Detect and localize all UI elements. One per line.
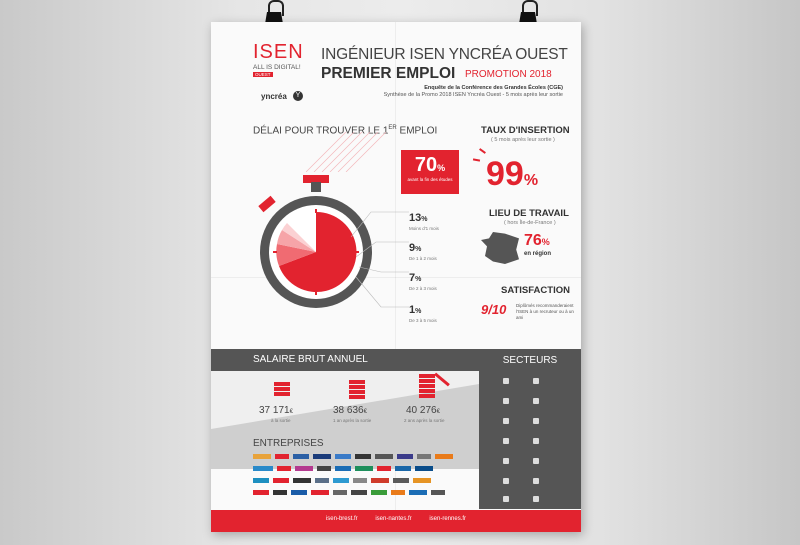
stack-icon	[349, 380, 365, 400]
entreprises-title: ENTREPRISES	[253, 438, 324, 449]
accent-dash	[473, 158, 480, 161]
lieu-value: 76%	[524, 232, 550, 249]
connector-lines	[351, 197, 411, 327]
sector-icon	[533, 458, 539, 464]
stat-caption: De 3 à 5 mois	[409, 318, 437, 323]
title-line1: INGÉNIEUR ISEN YNCRÉA OUEST	[321, 46, 568, 63]
main-percentage-box	[401, 150, 459, 194]
secteurs-panel	[479, 349, 581, 509]
footer-links	[211, 516, 581, 522]
satisfaction-caption: Diplômés recommanderaient l'ISEN à un recruteur ou à un ami	[516, 303, 574, 320]
sector-icon	[503, 398, 509, 404]
stat-value: 9%	[409, 242, 422, 254]
salaire-caption: 2 ans après la sortie	[404, 418, 445, 423]
sector-icon	[503, 378, 509, 384]
satisfaction-title: SATISFACTION	[501, 285, 570, 296]
accent-dash	[479, 148, 486, 154]
insertion-title: TAUX D'INSERTION	[481, 125, 570, 136]
delai-title-post: EMPLOI	[396, 125, 438, 137]
sector-icon	[533, 398, 539, 404]
sector-icon	[503, 496, 509, 502]
sector-icon	[533, 438, 539, 444]
salaire-title: SALAIRE BRUT ANNUEL	[253, 354, 368, 365]
satisfaction-fraction: 9/10	[481, 302, 507, 317]
stack-icon	[274, 382, 290, 397]
stat-value: 13%	[409, 212, 428, 224]
footer-link-nantes[interactable]: isen-nantes.fr	[375, 516, 412, 522]
delai-title-sup: ER	[388, 125, 397, 131]
sector-icon	[503, 438, 509, 444]
salaire-caption: à la sortie	[271, 418, 291, 423]
lieu-caption: en région	[524, 251, 552, 257]
stat-value: 1%	[409, 304, 422, 316]
salaire-caption: 1 an après la sortie	[333, 418, 372, 423]
survey-line2: Synthèse de la Promo 2018 ISEN Yncréa Ouest - 5 mois après leur sortie	[383, 92, 563, 98]
logo-badge: OUEST	[255, 72, 271, 77]
salaire-value: 40 276€	[406, 405, 440, 416]
sector-icon	[533, 418, 539, 424]
sector-icon	[503, 418, 509, 424]
stat-caption: Moins d'1 mois	[409, 226, 439, 231]
sector-icon	[503, 458, 509, 464]
lieu-subtitle: ( hors Île-de-France )	[504, 220, 556, 226]
sector-icon	[533, 378, 539, 384]
logo-tagline: ALL IS DIGITAL!	[253, 64, 301, 71]
main-percentage-caption: avant la fin des études	[407, 177, 453, 182]
delai-title-pre: DÉLAI POUR TROUVER LE 1	[253, 125, 389, 137]
insertion-value: 99%	[486, 155, 539, 193]
isen-logo: ISEN	[253, 41, 304, 63]
stat-caption: De 2 à 3 mois	[409, 286, 437, 291]
sector-icon	[533, 496, 539, 502]
france-map-icon	[481, 232, 521, 264]
salaire-value: 37 171€	[259, 405, 293, 416]
secteurs-title: SECTEURS	[502, 355, 558, 366]
company-logos	[253, 452, 475, 506]
yncrea-logo-mark: Y	[293, 91, 303, 101]
sector-icon	[533, 478, 539, 484]
stack-icon	[419, 374, 435, 399]
footer-link-brest[interactable]: isen-brest.fr	[325, 516, 358, 522]
footer-link-rennes[interactable]: isen-rennes.fr	[429, 516, 467, 522]
sector-icon	[503, 478, 509, 484]
poster	[211, 22, 581, 532]
decorative-lines	[306, 132, 386, 172]
survey-line1: Enquête de la Conférence des Grandes Écoles (CGE)	[424, 85, 563, 91]
yncrea-logo: yncréa	[261, 92, 287, 101]
insertion-subtitle: ( 5 mois après leur sortie )	[491, 137, 555, 143]
stat-value: 7%	[409, 272, 422, 284]
promotion-label: PROMOTION 2018	[465, 69, 552, 80]
salaire-value: 38 636€	[333, 405, 367, 416]
title-line2: PREMIER EMPLOI	[321, 65, 456, 82]
stat-caption: De 1 à 2 mois	[409, 256, 437, 261]
main-percentage: 70%	[414, 154, 446, 176]
survey-caption	[384, 85, 563, 99]
lieu-title: LIEU DE TRAVAIL	[489, 208, 569, 219]
